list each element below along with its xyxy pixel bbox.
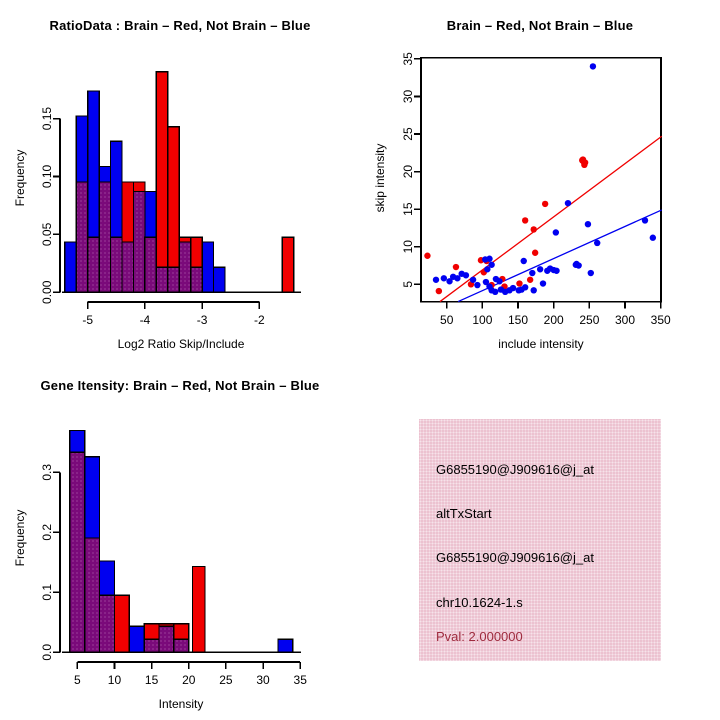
histogram-bar-overlap (159, 626, 174, 652)
histogram-bar-overlap (168, 267, 179, 292)
scatter-y-axis-label: skip intensity (373, 143, 387, 213)
tick-label: 0.1 (40, 583, 54, 601)
ratio-histogram-y-axis-label: Frequency (13, 149, 27, 207)
scatter-point-red (516, 280, 522, 286)
scatter-point-blue (470, 277, 476, 283)
tick-label: 250 (579, 313, 600, 327)
histogram-bar-overlap (88, 237, 99, 292)
scatter-point-red (532, 250, 538, 256)
info-line-probe-id-2: G6855190@J909616@j_at (436, 550, 594, 565)
panel-scatter (360, 0, 720, 360)
tick-label: 15 (401, 202, 415, 216)
scatter-point-red (522, 217, 528, 223)
gene-histogram-title: Gene Itensity: Brain – Red, Not Brain – Blue (40, 378, 320, 393)
scatter-title: Brain – Red, Not Brain – Blue (446, 18, 634, 33)
scatter-point-blue (590, 63, 596, 69)
ratio-histogram-x-axis-label: Log2 Ratio Skip/Include (117, 337, 245, 351)
panel-info (360, 360, 720, 720)
scatter-point-blue (488, 262, 494, 268)
ratio-histogram-title: RatioData : Brain – Red, Not Brain – Blue (49, 18, 311, 33)
histogram-bar-overlap (144, 639, 159, 652)
scatter-point-blue (573, 261, 579, 267)
tick-label: -3 (196, 313, 208, 327)
gene-histogram-chart (0, 360, 360, 720)
tick-label: 30 (401, 89, 415, 104)
tick-label: -2 (253, 313, 265, 327)
scatter-point-blue (540, 280, 546, 286)
panel-ratio-histogram (0, 0, 360, 360)
scatter-point-blue (553, 268, 559, 274)
gene-histogram-y-axis-label: Frequency (13, 509, 27, 567)
info-line-event-type: altTxStart (436, 506, 492, 521)
scatter-point-blue (510, 285, 516, 291)
histogram-bar-blue (129, 626, 144, 652)
scatter-point-blue (585, 221, 591, 227)
scatter-point-blue (650, 235, 656, 241)
histogram-bar-overlap (133, 192, 144, 293)
scatter-point-red (527, 277, 533, 283)
tick-label: 0.3 (40, 463, 54, 481)
histogram-bar-red (114, 595, 129, 652)
histogram-bar-overlap (85, 538, 100, 652)
scatter-point-blue (588, 270, 594, 276)
info-line-location: chr10.1624-1.s (436, 595, 523, 610)
tick-label: 35 (293, 673, 307, 687)
tick-label: 200 (543, 313, 564, 327)
panel-gene-histogram (0, 360, 360, 720)
scatter-point-blue (642, 217, 648, 223)
histogram-bar-overlap (99, 182, 110, 292)
scatter-point-blue (496, 278, 502, 284)
histogram-bar-overlap (174, 639, 189, 652)
histogram-bar-overlap (100, 595, 115, 652)
info-line-pvalue: Pval: 2.000000 (436, 629, 523, 644)
tick-label: 15 (144, 673, 159, 687)
histogram-bar-blue (202, 242, 213, 292)
scatter-point-blue (531, 287, 537, 293)
scatter-point-blue (553, 229, 559, 235)
histogram-bar-overlap (76, 182, 87, 292)
scatter-point-blue (486, 256, 492, 262)
scatter-point-red (582, 159, 588, 165)
scatter-point-blue (441, 275, 447, 281)
histogram-bar-red (282, 237, 293, 292)
scatter-point-blue (565, 200, 571, 206)
tick-label: 0.05 (40, 222, 54, 247)
info-line-probe-id: G6855190@J909616@j_at (436, 462, 594, 477)
info-box (419, 419, 661, 661)
scatter-point-red (424, 253, 430, 259)
tick-label: -5 (82, 313, 94, 327)
tick-label: 10 (107, 673, 122, 687)
scatter-point-red (453, 264, 459, 270)
tick-label: 100 (472, 313, 493, 327)
tick-label: 0.2 (40, 523, 54, 541)
scatter-point-blue (594, 240, 600, 246)
scatter-point-red (542, 201, 548, 207)
tick-label: 350 (650, 313, 671, 327)
scatter-point-blue (433, 277, 439, 283)
tick-label: 10 (401, 240, 415, 254)
tick-label: 20 (182, 673, 196, 687)
tick-label: 150 (508, 313, 529, 327)
histogram-bar-blue (278, 639, 293, 652)
tick-label: 25 (401, 127, 415, 141)
scatter-point-blue (463, 272, 469, 278)
scatter-point-blue (537, 266, 543, 272)
tick-label: 35 (401, 52, 415, 66)
histogram-bar-overlap (145, 237, 156, 292)
ratio-histogram-chart (0, 0, 360, 360)
scatter-point-blue (492, 289, 498, 295)
histogram-bar-overlap (111, 237, 122, 292)
scatter-point-red (436, 288, 442, 294)
tick-label: 20 (401, 164, 415, 179)
scatter-point-blue (474, 282, 480, 288)
histogram-bar-overlap (191, 267, 202, 292)
tick-label: 25 (219, 673, 233, 687)
histogram-bar-overlap (156, 267, 167, 292)
tick-label: 5 (401, 280, 415, 288)
tick-label: 0.10 (40, 164, 54, 189)
scatter-point-blue (521, 258, 527, 264)
tick-label: 300 (615, 313, 636, 327)
tick-label: 5 (73, 673, 81, 687)
gene-histogram-x-axis-label: Intensity (158, 697, 204, 711)
tick-label: 0.00 (40, 280, 54, 304)
tick-label: 30 (256, 673, 270, 687)
histogram-bar-blue (65, 242, 76, 292)
histogram-bar-overlap (179, 242, 190, 292)
tick-label: 50 (440, 313, 454, 327)
histogram-bar-blue (214, 267, 225, 292)
tick-label: 0.15 (40, 106, 54, 131)
histogram-bar-red (156, 72, 167, 293)
scatter-point-red (531, 226, 537, 232)
scatter-x-axis-label: include intensity (498, 337, 584, 351)
tick-label: 0.0 (40, 643, 54, 661)
histogram-bar-red (192, 567, 205, 653)
histogram-bar-overlap (122, 242, 133, 292)
histogram-bar-overlap (70, 452, 85, 652)
tick-label: -4 (139, 313, 151, 327)
scatter-point-blue (529, 270, 535, 276)
intensity-scatter-chart (360, 0, 720, 360)
scatter-point-blue (522, 284, 528, 290)
